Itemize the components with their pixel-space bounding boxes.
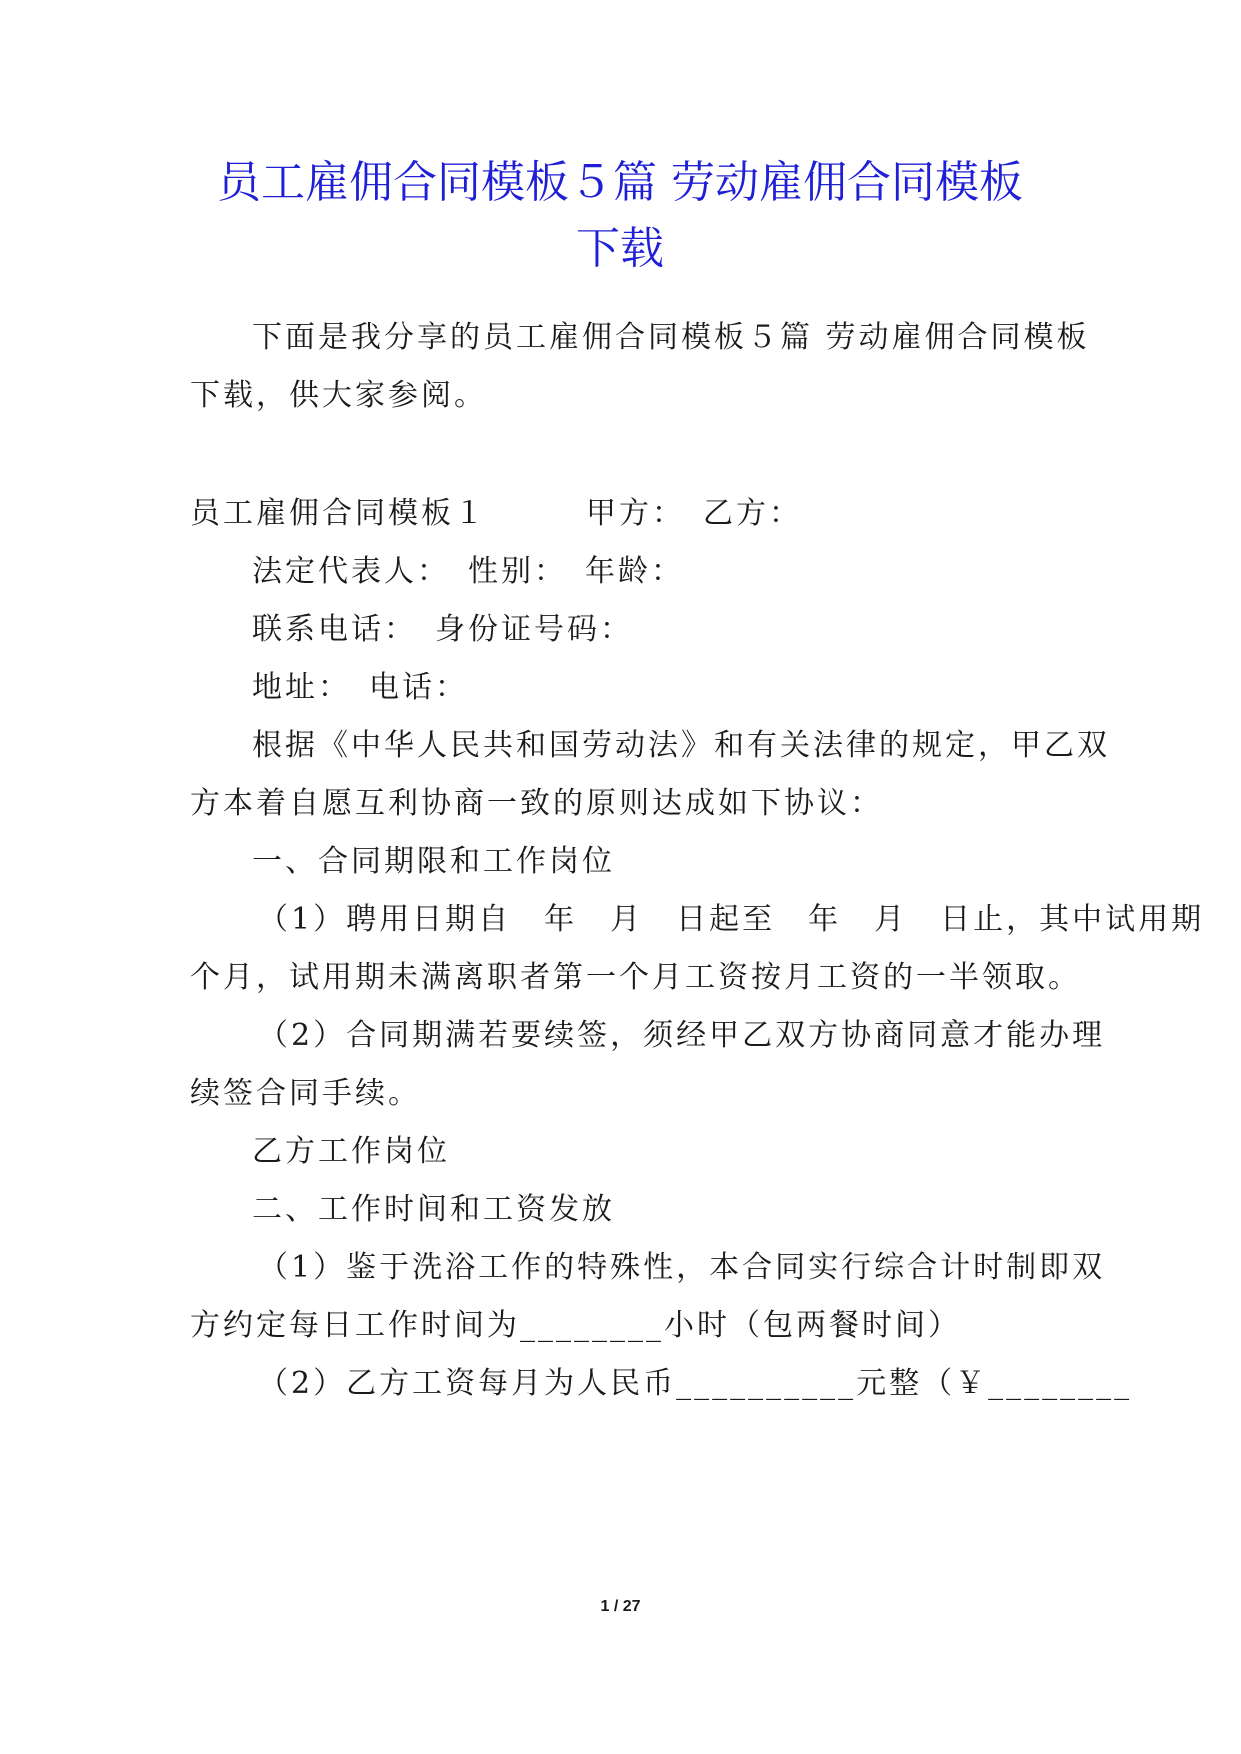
contact-line: 联系电话： 身份证号码： xyxy=(252,612,633,647)
section-2-item-2-line-1: （2）乙方工资每月为人民币__________元整（￥________ xyxy=(258,1366,1133,1401)
page-number: 1 / 27 xyxy=(600,1598,641,1615)
intro-line-1: 下面是我分享的员工雇佣合同模板５篇 劳动雇佣合同模板 xyxy=(252,320,1090,355)
section-1-heading: 一、合同期限和工作岗位 xyxy=(252,844,615,879)
section-1-item-2-line-2: 续签合同手续。 xyxy=(190,1076,421,1111)
basis-line-2: 方本着自愿互利协商一致的原则达成如下协议： xyxy=(190,786,883,821)
intro-line-2: 下载，供大家参阅。 xyxy=(190,378,487,413)
document-title xyxy=(160,150,1080,282)
basis-line-1: 根据《中华人民共和国劳动法》和有关法律的规定，甲乙双 xyxy=(252,728,1110,763)
template-1-heading: 员工雇佣合同模板１ 甲方： 乙方： xyxy=(190,496,802,531)
section-2-item-1-line-1: （1）鉴于洗浴工作的特殊性，本合同实行综合计时制即双 xyxy=(258,1250,1106,1285)
section-2-heading: 二、工作时间和工资发放 xyxy=(252,1192,615,1227)
title-line-2: 下载 xyxy=(576,223,664,274)
section-1-item-2-line-1: （2）合同期满若要续签，须经甲乙双方协商同意才能办理 xyxy=(258,1018,1106,1053)
section-1-item-1-line-1: （1）聘用日期自 年 月 日起至 年 月 日止，其中试用期 xyxy=(258,902,1205,937)
legal-representative-line: 法定代表人： 性别： 年龄： xyxy=(252,554,684,589)
title-line-1: 员工雇佣合同模板５篇 劳动雇佣合同模板 xyxy=(217,157,1023,208)
address-line: 地址： 电话： xyxy=(252,670,468,705)
section-1-item-1-line-2: 个月，试用期未满离职者第一个月工资按月工资的一半领取。 xyxy=(190,960,1081,995)
post-line: 乙方工作岗位 xyxy=(252,1134,450,1169)
section-2-item-1-line-2: 方约定每日工作时间为________小时（包两餐时间） xyxy=(190,1308,961,1343)
